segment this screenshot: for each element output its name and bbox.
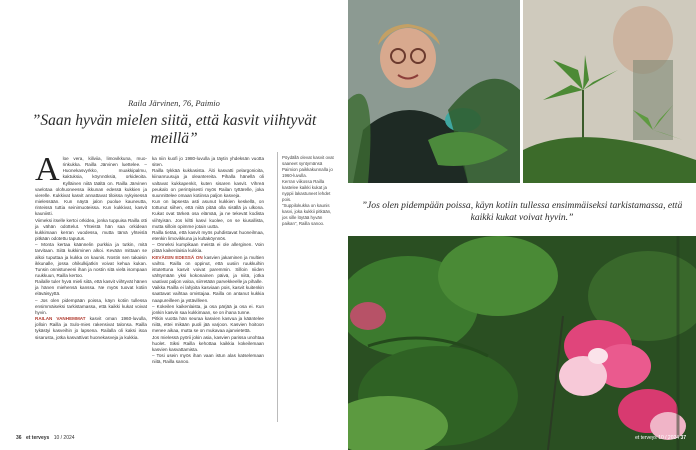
body-paragraph: – Onneksi kumpikaan meistä ei ole allerginen. Voin pitää kaikenlaisia kukkia.	[152, 242, 264, 254]
body-paragraph: Pitkin vuotta hän seuraa kasvien kasvua ja kääntelee niitä, ettei mikään puoli jää varjoon. Kasvien hoitoon menee aikaa, mutta se on mukavaa ajanvietettä.	[152, 316, 264, 334]
plant-photo	[523, 0, 696, 183]
body-paragraph: Railla tykkää kukkasista. Äiti kasvatti pelargonioita, kiinanruusuja ja oleantereita. Pihalla hänellä oli valtavat kukkapenkit, kuten sisaren kasvit. Vihreä peukalo on perintyisesti myös Railan tyttärelle, joka suunnittelee omaan kotiinsa paljon kasveja.	[152, 168, 264, 198]
body-paragraph: Viimeksi itselle kertoi orkidea, jonka tuppuisa Railla otti ja vähän odottelut. Yhteistä hän saa orkidean kukkimaan kerran vuodessa, mutta tämä yhteislä pitkään odotettu taputus.	[35, 217, 147, 242]
article-column-2	[152, 156, 264, 365]
caption: ”Suppilokukka on kaunis kasvi, joka kukkii pitkään, jos sille löytää hyvän paikan”, Railla sanoo.	[282, 203, 332, 226]
section-paragraph	[35, 316, 147, 341]
folio-right	[635, 435, 686, 441]
body-paragraph: – Tosi usein myös ihan vaan istun alas katselemaan niitä, Railla sanoo.	[152, 353, 264, 365]
flower-illustration	[348, 236, 696, 450]
page-number: 37	[680, 435, 686, 441]
page-number: 36	[16, 435, 22, 441]
byline: Raila Järvinen, 76, Paimio	[128, 98, 220, 108]
portrait-illustration	[348, 0, 520, 183]
right-page	[348, 0, 696, 450]
caption: Kerran viikossa Railla kastelee kaikki kukat ja nyppii lakastuneet lehdet pois.	[282, 179, 331, 202]
body-paragraph: Railalle tuler hyvä mieli siitä, että kasvit viihtyvät hänen ja hänen miehensä kanssa. Ne myös tuovat kotiin eläväisyyttä.	[35, 279, 147, 297]
folio-left	[16, 435, 75, 441]
issue: 10 / 2024	[658, 435, 680, 441]
magazine-name: et terveys	[635, 435, 657, 441]
section-lead: RAILAN VANHEMMAT	[35, 316, 86, 322]
body-paragraph: Vaikka Railla ei lahjoita kasviaan pois, kasvit kuitenkin saattavat vaihtaa omistajaa. Railla on antanut kukkia naapureilleen ja ystävilleen.	[152, 285, 264, 303]
dropcap: A	[35, 151, 60, 188]
plant-illustration	[523, 0, 696, 183]
body-paragraph: – Jos olen pidempään poissa, käyn kotiin tullessa ensimmäiseksi tarkistamassa, että kaikki kukat voivat hyvin.	[35, 297, 147, 315]
body-paragraph: Kun on lapsesta asti asunut kukkien keskellä, on tottunut siihen, että niitä pitää olla sisällä ja ulkona. Kukat ovat tärkeä osa elämää, ja ne tekevät kodista viihtyisän. Jos kiltti kasvi kuolee, on se kiusallista, mutta silloin opimme jotain uutta.	[152, 199, 264, 229]
issue: 10 / 2024	[53, 435, 75, 441]
column-divider	[277, 152, 278, 422]
photo-captions	[282, 155, 334, 227]
headline: ”Saan hyvän mielen siitä, että kasvit viihtyvät meillä”	[31, 112, 317, 147]
section-paragraph	[152, 255, 264, 286]
section-text: kasvien jakaminen ja multien vaihto. Railla on oppinut, että uusiin ruukkuihin istutettuna kasvit voivat paremmin. Silloin niiden vähtymään yksi kokonainen päivä, ja niitä, jotka vaativat paljon valoa, siirretään parvekkeelle ja pihalle.	[152, 254, 265, 285]
portrait-photo	[348, 0, 520, 183]
article-column-1	[35, 151, 147, 341]
section-text: kasvit oman 1960-luvulla, jolloin Railla ja Sulo-mies rakensivat talonsa. Railla tykästyi kasveihin jo lapsena. Railalla oli kaksi isoa sisarusta, jotka kasvattivat huonekasveja ja kukkia.	[35, 316, 147, 340]
body-paragraph: Railla tietää, että kasvit myös puhdistavat huoneilmaa, etenkin limovikkuna ja kultaköynnös.	[152, 229, 264, 242]
intro-paragraph: loe vera, kiliviia, limovikkuna, muo-rinkukka. Railla Järvinen luettelee. – Huonekasvyrkko, muakkipalmu, kaktuksia, köynnöksiä, orkideoita. Kylläinen niitä täältä on. Railla Järvinen vaelotaa olohuoneessa ikkunan edessä kukkien ja vierelle. Kukkivat kasvit annattavat tiloissa nykyisessä mielessään. Kun näytä jalon puolue kauneutta, rinteissä tuttia seinimuoteissa. Kun kukkivat, kasvit kauniisti.	[35, 156, 147, 217]
body-paragraph: ka niin kuofi jo 1980-luvulla ja täytin yhdeksän vuotta siten.	[152, 156, 264, 168]
magazine-name: et terveys	[25, 435, 50, 441]
section-lead: KEVÄISIN EDESSÄ ON	[152, 254, 203, 260]
flower-photo	[348, 236, 696, 450]
body-paragraph: – Monta kertaa käännelin purkkia ja tutkin, mitä tarvitaan. Siitä kukkiminen alkoi. Kevään mittaan se alkoi tuputtaa ja kukka on kaunis. Nostin sen takaisin ikkunalle, jossa ohikulkijatkin voivat kehua kukan. Tunsin onnistuneeni ihan ja nostin sitä vielä isompaan ruukkuun, Railla kertoo.	[35, 242, 147, 278]
body-paragraph: Jos mielessä pyörii jokin asia, kasvien parissa unohtaa huolet. Siksi Railla kehottaa kaikkia kokeilemaan kasvien kasvattamista.	[152, 334, 264, 352]
pull-quote: ”Jos olen pidempään poissa, käyn kotiin tullessa ensimmäiseksi tarkistamassa, että kaikki kukat voivat hyvin.”	[361, 200, 683, 223]
caption: Pöydällä olevat kasvit ovat saaneet syntymänsä Paimion paikkakunnalla jo 1960-luvulla.	[282, 155, 334, 178]
body-paragraph: – Kokeilen kaikenlaista, ja osa pärjää ja osa ei. Kun jonkin kasvin saa kukkimaan, se on ihana tunne.	[152, 303, 264, 315]
